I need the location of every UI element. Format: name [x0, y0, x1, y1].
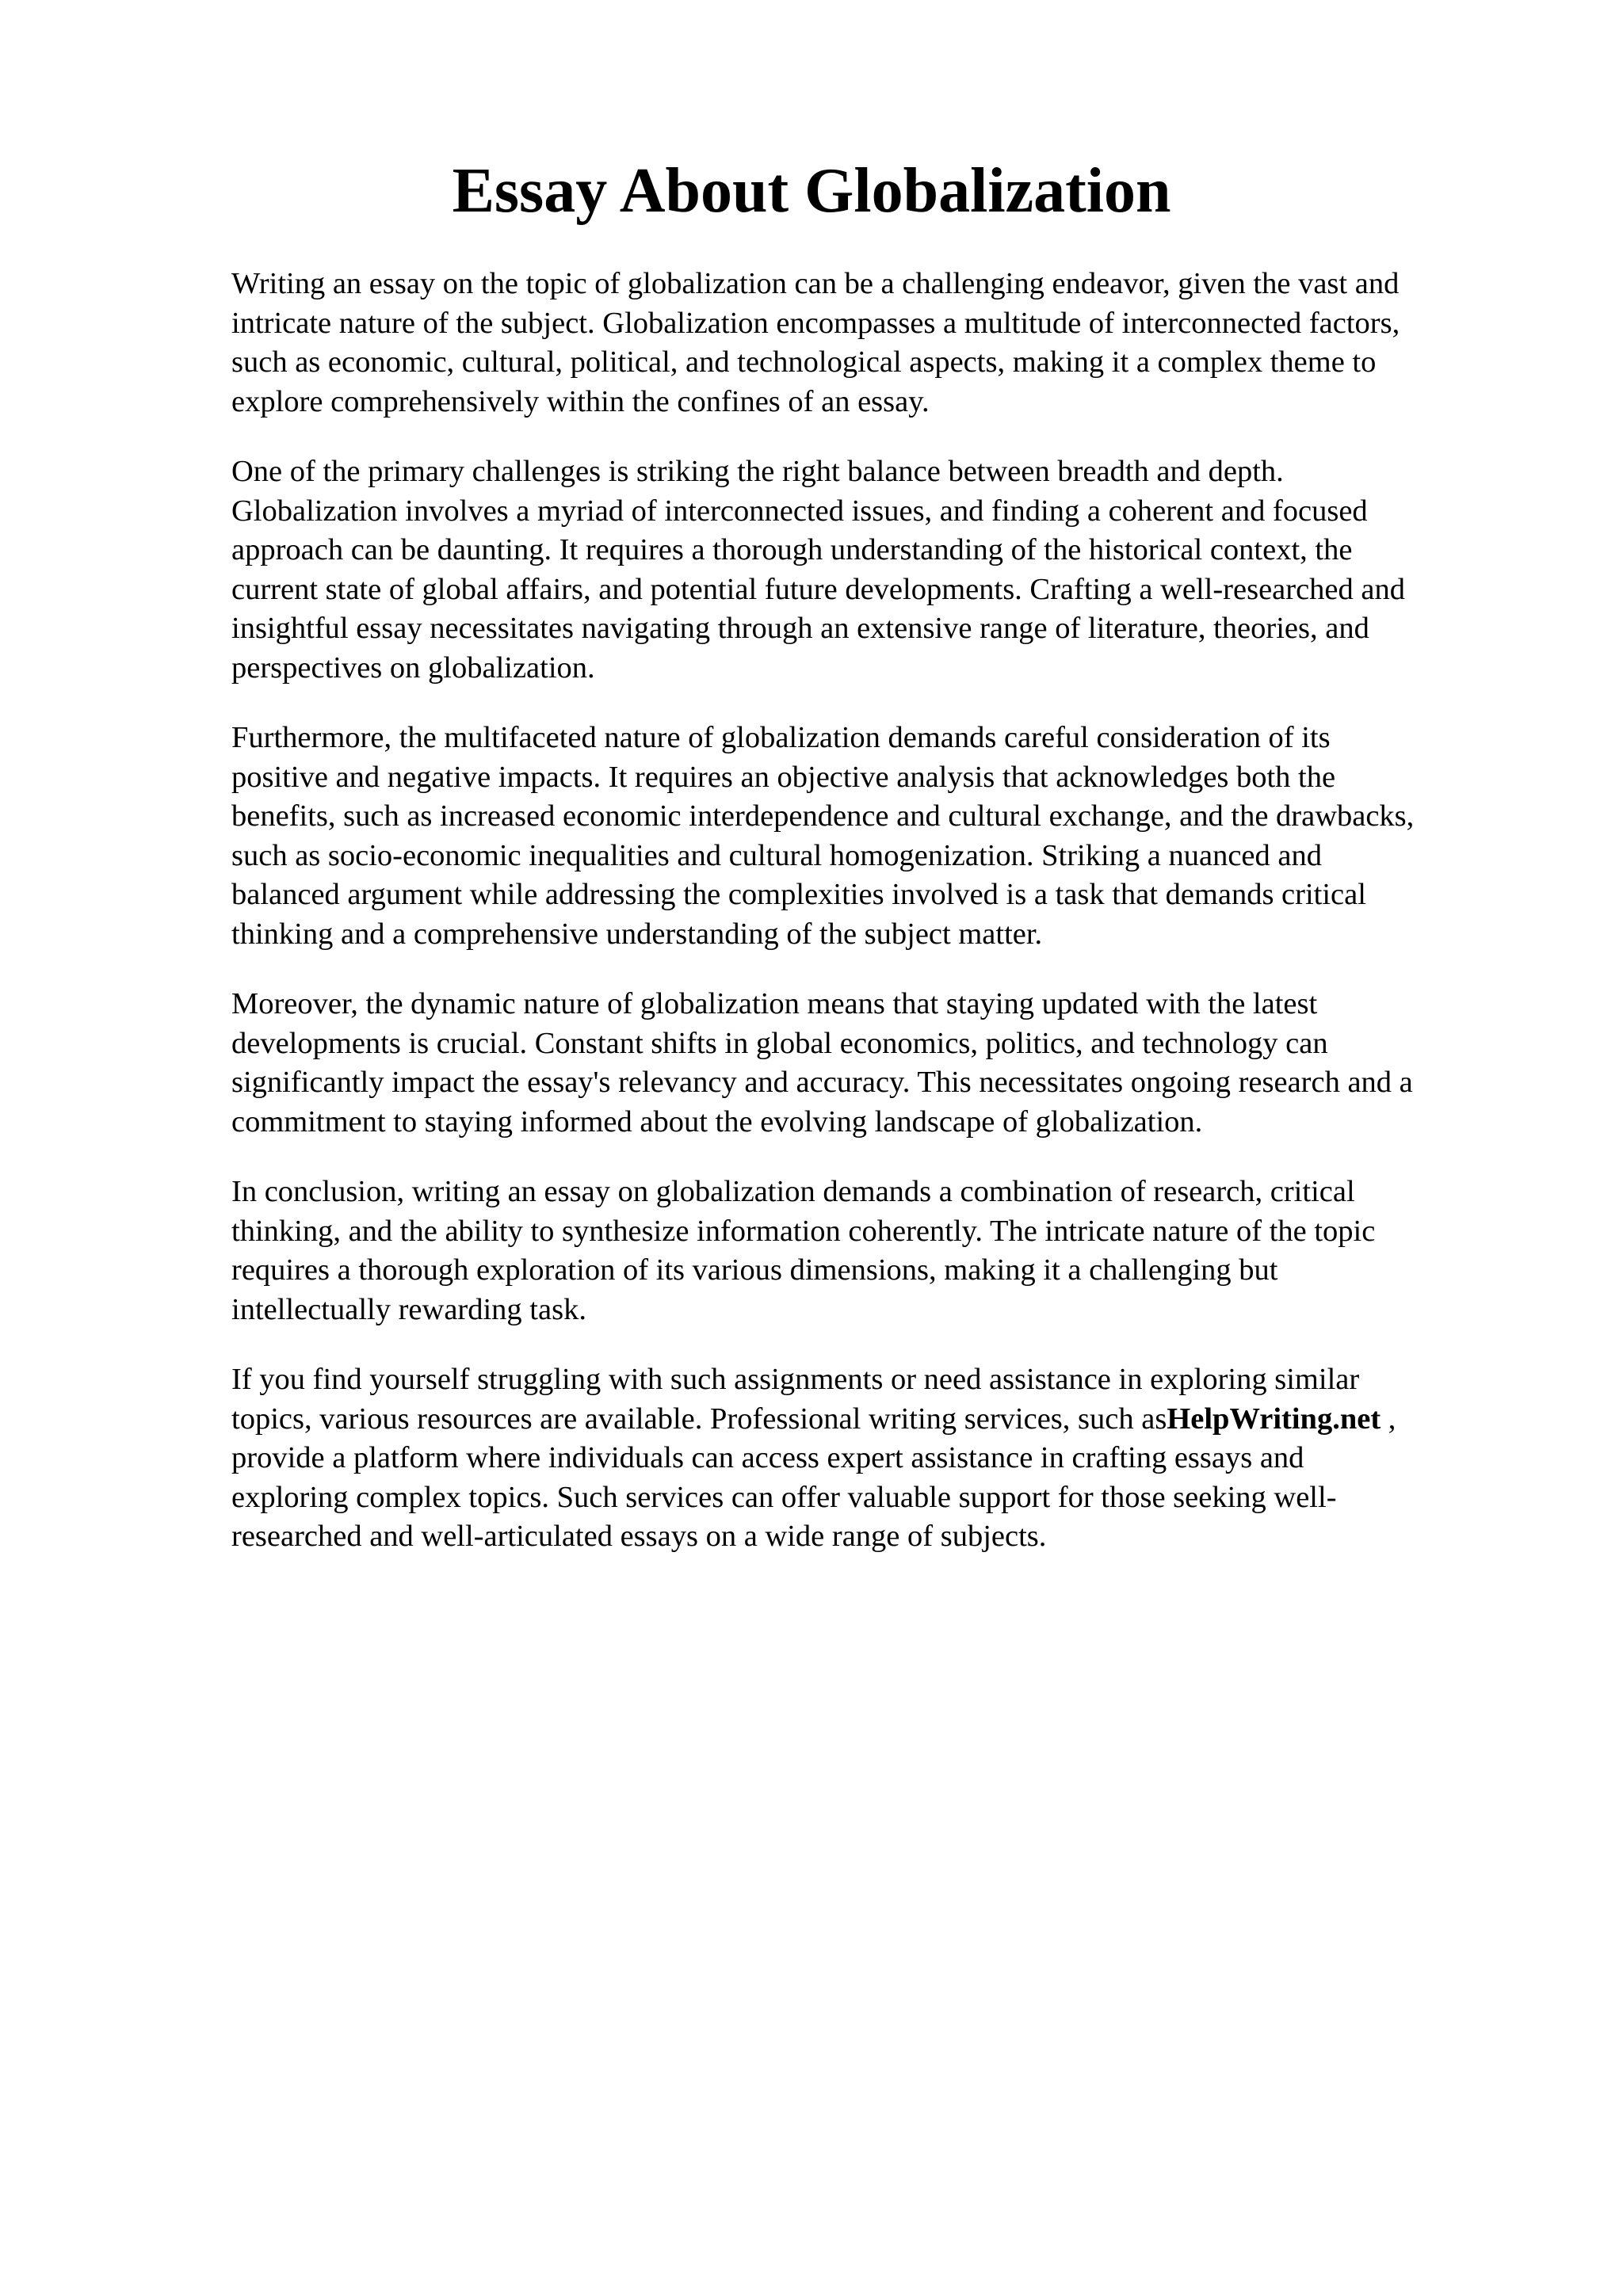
text-line: positive and negative impacts. It requires an objective analysis that acknowledges both the [231, 760, 1336, 794]
text-line: One of the primary challenges is striking the right balance between breadth and depth. [231, 455, 1284, 488]
text-line: benefits, such as increased economic interdependence and cultural exchange, and the drawbacks, [231, 799, 1415, 833]
text-line: Moreover, the dynamic nature of globalization means that staying updated with the latest [231, 987, 1318, 1020]
paragraph-5 [231, 1173, 1531, 1329]
text-line: insightful essay necessitates navigating through an extensive range of literature, theories, and [231, 612, 1369, 645]
text-line: intricate nature of the subject. Globalization encompasses a multitude of interconnected factors, [231, 306, 1400, 340]
text-line: explore comprehensively within the confines of an essay. [231, 384, 930, 418]
text-line: such as socio-economic inequalities and cultural homogenization. Striking a nuanced and [231, 838, 1322, 872]
text-line: significantly impact the essay's relevancy and accuracy. This necessitates ongoing research and a [231, 1066, 1413, 1099]
paragraph-1 [231, 265, 1531, 421]
helpwriting-link[interactable]: HelpWriting.net [1167, 1402, 1381, 1436]
text-line-with-link [231, 1400, 1531, 1440]
text-line: commitment to staying informed about the evolving landscape of globalization. [231, 1104, 1203, 1138]
text-line: intellectually rewarding task. [231, 1292, 586, 1326]
paragraph-3 [231, 719, 1531, 954]
text-line: requires a thorough exploration of its various dimensions, making it a challenging but [231, 1253, 1278, 1287]
text-line: researched and well-articulated essays on a wide range of subjects. [231, 1520, 1047, 1553]
text-segment: topics, various resources are available. Professional writing services, such as [231, 1402, 1167, 1436]
text-line: exploring complex topics. Such services can offer valuable support for those seeking well- [231, 1480, 1337, 1514]
text-segment: , [1381, 1402, 1396, 1436]
text-line: Globalization involves a myriad of interconnected issues, and finding a coherent and focused [231, 494, 1368, 528]
text-line: developments is crucial. Constant shifts in global economics, politics, and technology can [231, 1026, 1328, 1060]
paragraph-2 [231, 452, 1531, 688]
text-line: balanced argument while addressing the complexities involved is a task that demands critical [231, 878, 1366, 911]
text-line: Furthermore, the multifaceted nature of globalization demands careful consideration of its [231, 721, 1331, 754]
text-line: Writing an essay on the topic of globalization can be a challenging endeavor, given the vast and [231, 267, 1400, 300]
text-line: perspectives on globalization. [231, 650, 595, 685]
text-line: such as economic, cultural, political, and technological aspects, making it a complex theme to [231, 345, 1377, 379]
text-line: provide a platform where individuals can access expert assistance in crafting essays and [231, 1441, 1304, 1474]
text-line: In conclusion, writing an essay on globalization demands a combination of research, critical [231, 1175, 1355, 1208]
essay-body [231, 265, 1531, 1588]
text-line: thinking and a comprehensive understanding of the subject matter. [231, 917, 1043, 951]
essay-title: Essay About Globalization [452, 156, 1171, 226]
text-line: approach can be daunting. It requires a thorough understanding of the historical context, the [231, 533, 1353, 566]
text-line: If you find yourself struggling with such assignments or need assistance in exploring similar [231, 1363, 1360, 1396]
text-line: thinking, and the ability to synthesize information coherently. The intricate nature of the topic [231, 1214, 1376, 1248]
paragraph-4 [231, 985, 1531, 1142]
text-line: current state of global affairs, and potential future developments. Crafting a well-researched and [231, 572, 1405, 606]
paragraph-6 [231, 1360, 1531, 1557]
